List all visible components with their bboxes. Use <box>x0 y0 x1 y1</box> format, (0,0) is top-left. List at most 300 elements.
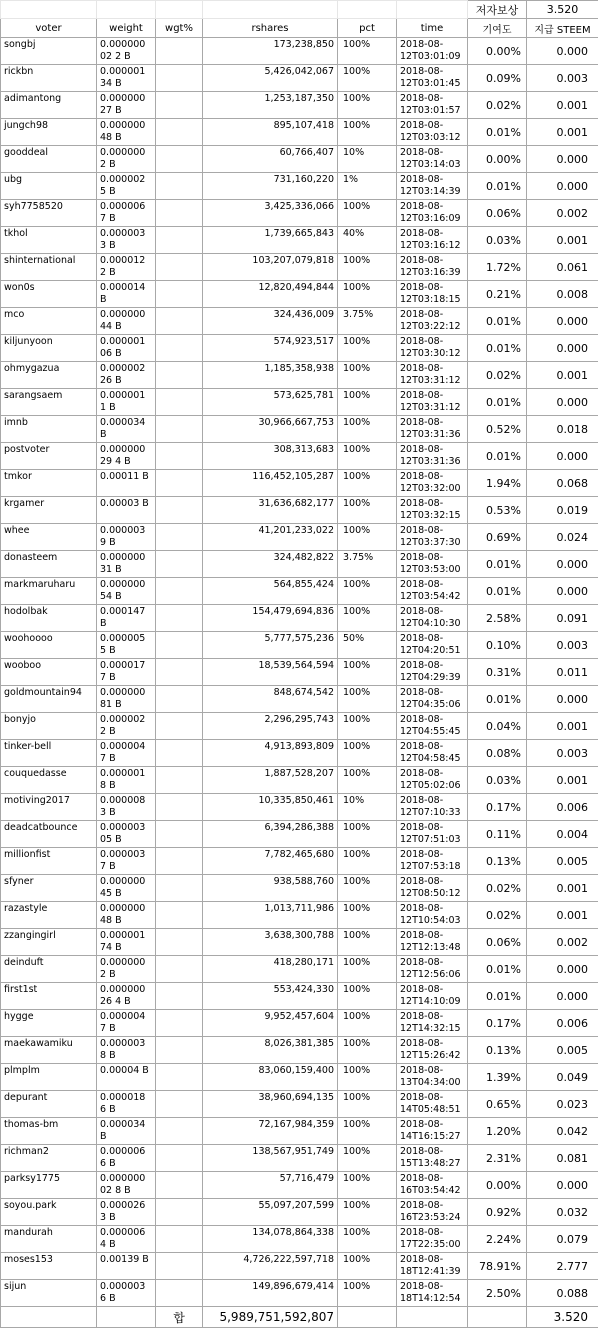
time-cell: 2018-08-12T03:16:39 <box>397 254 468 281</box>
time-cell: 2018-08-16T23:53:24 <box>397 1199 468 1226</box>
weight-cell: 0.0000047 B <box>97 740 156 767</box>
table-row <box>1 470 598 497</box>
voter-cell: sijun <box>1 1280 97 1307</box>
time-cell: 2018-08-12T03:31:36 <box>397 443 468 470</box>
header-payout: 지급 STEEM <box>527 19 598 38</box>
pct-cell: 100% <box>338 1280 397 1307</box>
voter-cell: ubg <box>1 173 97 200</box>
weight-cell: 0.00000045 B <box>97 875 156 902</box>
payout-cell: 0.005 <box>527 1037 598 1064</box>
payout-cell: 0.008 <box>527 281 598 308</box>
weight-cell: 0.00000134 B <box>97 65 156 92</box>
payout-cell: 0.081 <box>527 1145 598 1172</box>
contribution-cell: 1.72% <box>468 254 527 281</box>
time-cell: 2018-08-12T04:55:45 <box>397 713 468 740</box>
pct-cell: 100% <box>338 578 397 605</box>
totals-empty <box>397 1307 468 1328</box>
table-row <box>1 281 598 308</box>
weight-cell: 0.0000122 B <box>97 254 156 281</box>
voter-cell: deadcatbounce <box>1 821 97 848</box>
weight-cell: 0.00003 B <box>97 497 156 524</box>
wgt-pct-cell <box>156 281 203 308</box>
contribution-cell: 0.65% <box>468 1091 527 1118</box>
weight-cell: 0.00000226 B <box>97 362 156 389</box>
time-cell: 2018-08-12T03:30:12 <box>397 335 468 362</box>
wgt-pct-cell <box>156 524 203 551</box>
time-cell: 2018-08-14T16:15:27 <box>397 1118 468 1145</box>
rshares-cell: 12,820,494,844 <box>203 281 338 308</box>
payout-cell: 0.003 <box>527 740 598 767</box>
table-row <box>1 416 598 443</box>
wgt-pct-cell <box>156 1145 203 1172</box>
rshares-cell: 134,078,864,338 <box>203 1226 338 1253</box>
pct-cell: 100% <box>338 1172 397 1199</box>
wgt-pct-cell <box>156 713 203 740</box>
rshares-cell: 895,107,418 <box>203 119 338 146</box>
rshares-cell: 564,855,424 <box>203 578 338 605</box>
wgt-pct-cell <box>156 740 203 767</box>
payout-cell: 0.032 <box>527 1199 598 1226</box>
wgt-pct-cell <box>156 1199 203 1226</box>
payout-cell: 0.002 <box>527 200 598 227</box>
time-cell: 2018-08-12T14:10:09 <box>397 983 468 1010</box>
pct-cell: 100% <box>338 524 397 551</box>
weight-cell: 0.000147 B <box>97 605 156 632</box>
pct-cell: 100% <box>338 65 397 92</box>
wgt-pct-cell <box>156 146 203 173</box>
payout-cell: 0.001 <box>527 119 598 146</box>
contribution-cell: 0.01% <box>468 551 527 578</box>
pct-cell: 100% <box>338 1145 397 1172</box>
weight-cell: 0.0000066 B <box>97 1145 156 1172</box>
wgt-pct-cell <box>156 632 203 659</box>
rshares-cell: 7,782,465,680 <box>203 848 338 875</box>
wgt-pct-cell <box>156 1010 203 1037</box>
wgt-pct-cell <box>156 767 203 794</box>
rshares-cell: 41,201,233,022 <box>203 524 338 551</box>
contribution-cell: 0.01% <box>468 686 527 713</box>
weight-cell: 0.00000044 B <box>97 308 156 335</box>
contribution-cell: 2.58% <box>468 605 527 632</box>
contribution-cell: 0.02% <box>468 362 527 389</box>
weight-cell: 0.000034 B <box>97 1118 156 1145</box>
weight-cell: 0.00000174 B <box>97 929 156 956</box>
table-row <box>1 1172 598 1199</box>
payout-cell: 0.001 <box>527 902 598 929</box>
contribution-cell: 0.02% <box>468 902 527 929</box>
weight-cell: 0.00000081 B <box>97 686 156 713</box>
rshares-cell: 573,625,781 <box>203 389 338 416</box>
time-cell: 2018-08-12T03:31:36 <box>397 416 468 443</box>
table-row <box>1 1064 598 1091</box>
weight-cell: 0.00000026 4 B <box>97 983 156 1010</box>
rshares-cell: 1,253,187,350 <box>203 92 338 119</box>
voter-cell: whee <box>1 524 97 551</box>
rshares-cell: 154,479,694,836 <box>203 605 338 632</box>
weight-cell: 0.00000029 4 B <box>97 443 156 470</box>
contribution-cell: 0.52% <box>468 416 527 443</box>
payout-cell: 0.006 <box>527 1010 598 1037</box>
table-row <box>1 1091 598 1118</box>
time-cell: 2018-08-12T03:32:00 <box>397 470 468 497</box>
time-cell: 2018-08-14T05:48:51 <box>397 1091 468 1118</box>
pct-cell: 100% <box>338 1253 397 1280</box>
table-row <box>1 686 598 713</box>
wgt-pct-cell <box>156 578 203 605</box>
weight-cell: 0.00000002 2 B <box>97 38 156 65</box>
voter-cell: motiving2017 <box>1 794 97 821</box>
table-row <box>1 1226 598 1253</box>
voter-cell: deinduft <box>1 956 97 983</box>
payout-cell: 0.091 <box>527 605 598 632</box>
rshares-cell: 324,482,822 <box>203 551 338 578</box>
table-row <box>1 173 598 200</box>
payout-cell: 0.079 <box>527 1226 598 1253</box>
totals-row <box>1 1307 598 1328</box>
table-row <box>1 902 598 929</box>
time-cell: 2018-08-12T12:13:48 <box>397 929 468 956</box>
time-cell: 2018-08-12T04:10:30 <box>397 605 468 632</box>
table-row <box>1 551 598 578</box>
payout-cell: 0.000 <box>527 983 598 1010</box>
voter-cell: sarangsaem <box>1 389 97 416</box>
rshares-cell: 18,539,564,594 <box>203 659 338 686</box>
rshares-cell: 324,436,009 <box>203 308 338 335</box>
weight-cell: 0.00000054 B <box>97 578 156 605</box>
time-cell: 2018-08-12T04:29:39 <box>397 659 468 686</box>
weight-cell: 0.00000048 B <box>97 119 156 146</box>
weight-cell: 0.0000002 B <box>97 146 156 173</box>
payout-cell: 0.024 <box>527 524 598 551</box>
voter-cell: parksy1775 <box>1 1172 97 1199</box>
table-row <box>1 713 598 740</box>
voter-cell: sfyner <box>1 875 97 902</box>
weight-cell: 0.0000177 B <box>97 659 156 686</box>
wgt-pct-cell <box>156 254 203 281</box>
contribution-cell: 0.13% <box>468 848 527 875</box>
totals-empty <box>468 1307 527 1328</box>
contribution-cell: 0.00% <box>468 1172 527 1199</box>
contribution-cell: 0.53% <box>468 497 527 524</box>
table-row <box>1 254 598 281</box>
voter-cell: first1st <box>1 983 97 1010</box>
time-cell: 2018-08-13T04:34:00 <box>397 1064 468 1091</box>
contribution-cell: 0.10% <box>468 632 527 659</box>
pct-cell: 100% <box>338 200 397 227</box>
payout-cell: 0.049 <box>527 1064 598 1091</box>
rshares-cell: 116,452,105,287 <box>203 470 338 497</box>
rshares-cell: 1,185,358,938 <box>203 362 338 389</box>
voter-cell: tinker-bell <box>1 740 97 767</box>
table-row <box>1 92 598 119</box>
payout-cell: 0.001 <box>527 713 598 740</box>
pct-cell: 100% <box>338 1091 397 1118</box>
time-cell: 2018-08-12T03:32:15 <box>397 497 468 524</box>
rshares-cell: 83,060,159,400 <box>203 1064 338 1091</box>
weight-cell: 0.0000263 B <box>97 1199 156 1226</box>
contribution-cell: 0.02% <box>468 92 527 119</box>
payout-cell: 0.042 <box>527 1118 598 1145</box>
payout-cell: 0.006 <box>527 794 598 821</box>
wgt-pct-cell <box>156 1172 203 1199</box>
pct-cell: 100% <box>338 1118 397 1145</box>
time-cell: 2018-08-12T03:37:30 <box>397 524 468 551</box>
wgt-pct-cell <box>156 65 203 92</box>
rshares-cell: 38,960,694,135 <box>203 1091 338 1118</box>
weight-cell: 0.0000037 B <box>97 848 156 875</box>
pct-cell: 100% <box>338 875 397 902</box>
table-row <box>1 848 598 875</box>
weight-cell: 0.0000186 B <box>97 1091 156 1118</box>
time-cell: 2018-08-17T22:35:00 <box>397 1226 468 1253</box>
voter-cell: kiljunyoon <box>1 335 97 362</box>
time-cell: 2018-08-12T04:58:45 <box>397 740 468 767</box>
totals-empty <box>97 1307 156 1328</box>
pct-cell: 100% <box>338 1064 397 1091</box>
contribution-cell: 0.04% <box>468 713 527 740</box>
pct-cell: 100% <box>338 902 397 929</box>
weight-cell: 0.0000018 B <box>97 767 156 794</box>
weight-cell: 0.0000011 B <box>97 389 156 416</box>
wgt-pct-cell <box>156 1280 203 1307</box>
contribution-cell: 0.01% <box>468 308 527 335</box>
payout-cell: 0.003 <box>527 65 598 92</box>
table-row <box>1 119 598 146</box>
time-cell: 2018-08-15T13:48:27 <box>397 1145 468 1172</box>
rshares-cell: 6,394,286,388 <box>203 821 338 848</box>
voter-cell: imnb <box>1 416 97 443</box>
weight-cell: 0.0000033 B <box>97 227 156 254</box>
weight-cell: 0.0000083 B <box>97 794 156 821</box>
table-row <box>1 335 598 362</box>
header-row <box>1 19 598 38</box>
contribution-cell: 0.01% <box>468 335 527 362</box>
header-voter: voter <box>1 19 97 38</box>
rshares-cell: 1,013,711,986 <box>203 902 338 929</box>
contribution-cell: 0.08% <box>468 740 527 767</box>
voter-cell: jungch98 <box>1 119 97 146</box>
voter-cell: woohoooo <box>1 632 97 659</box>
time-cell: 2018-08-12T03:16:12 <box>397 227 468 254</box>
wgt-pct-cell <box>156 227 203 254</box>
pct-cell: 40% <box>338 227 397 254</box>
contribution-cell: 78.91% <box>468 1253 527 1280</box>
rshares-cell: 60,766,407 <box>203 146 338 173</box>
contribution-cell: 0.02% <box>468 875 527 902</box>
wgt-pct-cell <box>156 200 203 227</box>
wgt-pct-cell <box>156 335 203 362</box>
table-row <box>1 821 598 848</box>
contribution-cell: 0.01% <box>468 983 527 1010</box>
pct-cell: 100% <box>338 740 397 767</box>
wgt-pct-cell <box>156 362 203 389</box>
voter-cell: razastyle <box>1 902 97 929</box>
rshares-cell: 10,335,850,461 <box>203 794 338 821</box>
contribution-cell: 1.20% <box>468 1118 527 1145</box>
rshares-cell: 149,896,679,414 <box>203 1280 338 1307</box>
weight-cell: 0.0000025 B <box>97 173 156 200</box>
table-row <box>1 1280 598 1307</box>
time-cell: 2018-08-12T12:56:06 <box>397 956 468 983</box>
payout-cell: 0.068 <box>527 470 598 497</box>
payout-cell: 0.023 <box>527 1091 598 1118</box>
contribution-cell: 0.03% <box>468 767 527 794</box>
time-cell: 2018-08-12T03:01:09 <box>397 38 468 65</box>
time-cell: 2018-08-12T03:31:12 <box>397 362 468 389</box>
weight-cell: 0.0000055 B <box>97 632 156 659</box>
pct-cell: 100% <box>338 713 397 740</box>
header-wgt-pct: wgt% <box>156 19 203 38</box>
pct-cell: 1% <box>338 173 397 200</box>
table-row <box>1 1010 598 1037</box>
pct-cell: 3.75% <box>338 551 397 578</box>
weight-cell: 0.00000048 B <box>97 902 156 929</box>
time-cell: 2018-08-12T03:03:12 <box>397 119 468 146</box>
rshares-cell: 30,966,667,753 <box>203 416 338 443</box>
contribution-cell: 0.17% <box>468 1010 527 1037</box>
payout-cell: 0.000 <box>527 335 598 362</box>
weight-cell: 0.000014 B <box>97 281 156 308</box>
wgt-pct-cell <box>156 605 203 632</box>
time-cell: 2018-08-12T03:18:15 <box>397 281 468 308</box>
wgt-pct-cell <box>156 1037 203 1064</box>
weight-cell: 0.0000039 B <box>97 524 156 551</box>
wgt-pct-cell <box>156 308 203 335</box>
table-row <box>1 1118 598 1145</box>
rshares-cell: 173,238,850 <box>203 38 338 65</box>
table-row <box>1 1199 598 1226</box>
contribution-cell: 0.92% <box>468 1199 527 1226</box>
totals-label: 합 <box>156 1307 203 1328</box>
wgt-pct-cell <box>156 1064 203 1091</box>
contribution-cell: 0.06% <box>468 200 527 227</box>
table-row <box>1 38 598 65</box>
pct-cell: 100% <box>338 92 397 119</box>
table-row <box>1 740 598 767</box>
wgt-pct-cell <box>156 443 203 470</box>
table-row <box>1 308 598 335</box>
wgt-pct-cell <box>156 92 203 119</box>
weight-cell: 0.00011 B <box>97 470 156 497</box>
voter-cell: rickbn <box>1 65 97 92</box>
contribution-cell: 1.39% <box>468 1064 527 1091</box>
contribution-cell: 2.50% <box>468 1280 527 1307</box>
voter-cell: soyou.park <box>1 1199 97 1226</box>
time-cell: 2018-08-12T03:16:09 <box>397 200 468 227</box>
time-cell: 2018-08-12T03:14:39 <box>397 173 468 200</box>
voter-cell: goldmountain94 <box>1 686 97 713</box>
weight-cell: 0.00004 B <box>97 1064 156 1091</box>
voter-cell: millionfist <box>1 848 97 875</box>
contribution-cell: 0.01% <box>468 119 527 146</box>
pct-cell: 100% <box>338 848 397 875</box>
voter-cell: shinternational <box>1 254 97 281</box>
payout-cell: 0.018 <box>527 416 598 443</box>
payout-cell: 0.001 <box>527 92 598 119</box>
pct-cell: 100% <box>338 443 397 470</box>
table-row <box>1 1145 598 1172</box>
table-row <box>1 767 598 794</box>
time-cell: 2018-08-12T07:10:33 <box>397 794 468 821</box>
voter-cell: bonyjo <box>1 713 97 740</box>
voter-cell: markmaruharu <box>1 578 97 605</box>
rshares-cell: 2,296,295,743 <box>203 713 338 740</box>
time-cell: 2018-08-12T03:01:45 <box>397 65 468 92</box>
table-row <box>1 389 598 416</box>
voter-cell: ohmygazua <box>1 362 97 389</box>
contribution-cell: 0.01% <box>468 443 527 470</box>
table-row <box>1 524 598 551</box>
table-row <box>1 794 598 821</box>
weight-cell: 0.00139 B <box>97 1253 156 1280</box>
payout-cell: 0.000 <box>527 308 598 335</box>
payout-cell: 0.000 <box>527 578 598 605</box>
rshares-cell: 8,026,381,385 <box>203 1037 338 1064</box>
weight-cell: 0.00000002 8 B <box>97 1172 156 1199</box>
contribution-cell: 1.94% <box>468 470 527 497</box>
payout-cell: 0.001 <box>527 362 598 389</box>
payout-cell: 0.000 <box>527 173 598 200</box>
pct-cell: 100% <box>338 1037 397 1064</box>
wgt-pct-cell <box>156 38 203 65</box>
wgt-pct-cell <box>156 875 203 902</box>
time-cell: 2018-08-12T03:31:12 <box>397 389 468 416</box>
pct-cell: 100% <box>338 416 397 443</box>
header-rshares: rshares <box>203 19 338 38</box>
pct-cell: 10% <box>338 146 397 173</box>
voter-cell: plmplm <box>1 1064 97 1091</box>
payout-cell: 0.000 <box>527 956 598 983</box>
payout-cell: 0.019 <box>527 497 598 524</box>
pct-cell: 100% <box>338 389 397 416</box>
wgt-pct-cell <box>156 956 203 983</box>
rshares-cell: 103,207,079,818 <box>203 254 338 281</box>
rshares-cell: 55,097,207,599 <box>203 1199 338 1226</box>
rshares-cell: 3,638,300,788 <box>203 929 338 956</box>
payout-cell: 0.088 <box>527 1280 598 1307</box>
contribution-cell: 0.03% <box>468 227 527 254</box>
table-row <box>1 65 598 92</box>
wgt-pct-cell <box>156 1253 203 1280</box>
wgt-pct-cell <box>156 848 203 875</box>
pct-cell: 100% <box>338 119 397 146</box>
payout-cell: 0.000 <box>527 443 598 470</box>
table-row <box>1 605 598 632</box>
rshares-cell: 1,887,528,207 <box>203 767 338 794</box>
weight-cell: 0.00000031 B <box>97 551 156 578</box>
header-contribution: 기여도 <box>468 19 527 38</box>
weight-cell: 0.0000038 B <box>97 1037 156 1064</box>
voter-cell: mandurah <box>1 1226 97 1253</box>
wgt-pct-cell <box>156 173 203 200</box>
totals-empty <box>338 1307 397 1328</box>
rshares-cell: 4,913,893,809 <box>203 740 338 767</box>
payout-cell: 0.004 <box>527 821 598 848</box>
payout-cell: 0.001 <box>527 227 598 254</box>
table-row <box>1 875 598 902</box>
table-row <box>1 146 598 173</box>
time-cell: 2018-08-16T03:54:42 <box>397 1172 468 1199</box>
wgt-pct-cell <box>156 1226 203 1253</box>
voter-cell: moses153 <box>1 1253 97 1280</box>
pct-cell: 100% <box>338 956 397 983</box>
payout-cell: 0.061 <box>527 254 598 281</box>
voter-cell: postvoter <box>1 443 97 470</box>
wgt-pct-cell <box>156 659 203 686</box>
weight-cell: 0.00000106 B <box>97 335 156 362</box>
contribution-cell: 0.09% <box>468 65 527 92</box>
payout-cell: 0.000 <box>527 146 598 173</box>
